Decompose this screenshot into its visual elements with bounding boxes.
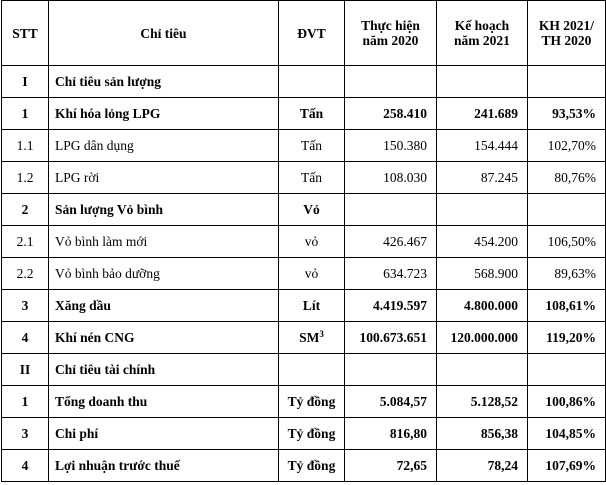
table-row [2,354,606,386]
cell-ratio [528,290,606,322]
cell-actual-2020-text: 72,65 [396,458,427,473]
cell-plan-2021 [437,258,528,290]
table-row [2,386,606,418]
cell-stt-text: 1.1 [16,138,34,153]
cell-stt [2,66,49,98]
cell-indicator [49,130,279,162]
header-actual-2020-line1: Thực hiện [361,18,420,33]
cell-stt [2,290,49,322]
cell-plan-2021-text: 568.900 [474,266,518,281]
cell-ratio-text: 93,53% [552,106,596,121]
cell-indicator [49,226,279,258]
cell-ratio-text: 80,76% [554,170,596,185]
table-row [2,418,606,450]
header-row [2,1,606,66]
cell-stt [2,386,49,418]
cell-stt [2,450,49,482]
cell-unit [279,130,345,162]
cell-actual-2020 [345,354,437,386]
cell-unit [279,98,345,130]
cell-actual-2020-text: 816,80 [389,426,427,441]
cell-plan-2021 [437,162,528,194]
table-row [2,66,606,98]
cell-plan-2021-text: 454.200 [474,234,518,249]
cell-indicator-text: Xăng dầu [55,298,111,313]
cell-actual-2020 [345,450,437,482]
cell-stt-text: 4 [21,458,29,473]
cell-unit-text: Tấn [301,138,322,153]
cell-unit-text: Lít [302,298,321,313]
cell-plan-2021-text: 856,38 [480,426,518,441]
cell-unit [279,194,345,226]
cell-indicator [49,450,279,482]
cell-plan-2021 [437,130,528,162]
cell-ratio [528,418,606,450]
table-body [2,66,606,482]
cell-indicator-text: Lợi nhuận trước thuế [55,458,180,473]
cell-stt [2,322,49,354]
cell-unit-text: vỏ [304,234,319,249]
cell-indicator-text: Sản lượng Vỏ bình [55,202,164,217]
cell-plan-2021-text: 5.128,52 [470,394,518,409]
cell-actual-2020-text: 634.723 [383,266,427,281]
cell-unit [279,418,345,450]
cell-stt [2,194,49,226]
cell-ratio [528,130,606,162]
cell-unit [279,450,345,482]
cell-plan-2021 [437,226,528,258]
table-row [2,226,606,258]
cell-stt-text: I [22,74,28,89]
cell-ratio [528,66,606,98]
cell-plan-2021-text: 120.000.000 [450,330,518,345]
cell-indicator-text: Chỉ tiêu sản lượng [55,74,161,89]
cell-indicator [49,66,279,98]
cell-ratio-text: 108,61% [545,298,596,313]
cell-plan-2021-text: 4.800.000 [464,298,518,313]
cell-unit-text: vỏ [304,266,319,281]
cell-unit [279,66,345,98]
cell-indicator [49,162,279,194]
cell-indicator-text: Tổng doanh thu [55,394,148,409]
cell-stt-text: 2.2 [16,266,34,281]
cell-indicator [49,322,279,354]
header-ratio-line1: KH 2021/ [538,18,595,33]
cell-indicator [49,98,279,130]
cell-stt [2,98,49,130]
cell-plan-2021 [437,418,528,450]
cell-plan-2021 [437,98,528,130]
cell-plan-2021-text: 241.689 [474,106,518,121]
cell-stt [2,162,49,194]
cell-stt [2,130,49,162]
header-plan-2021 [437,1,528,66]
cell-indicator-text: Khí hóa lỏng LPG [55,106,161,121]
cell-unit-text: Tỷ đồng [287,458,336,473]
cell-plan-2021-text: 154.444 [474,138,518,153]
cell-plan-2021 [437,450,528,482]
header-actual-2020-line2: năm 2020 [362,33,419,48]
cell-unit [279,290,345,322]
cell-plan-2021 [437,386,528,418]
cell-indicator-text: Vỏ bình bảo dưỡng [55,266,160,281]
cell-ratio-text: 106,50% [547,234,596,249]
cell-actual-2020-text: 258.410 [383,106,427,121]
header-ratio-line2: TH 2020 [541,33,592,48]
cell-unit [279,258,345,290]
cell-stt-text: 3 [21,298,29,313]
cell-actual-2020 [345,386,437,418]
table-row [2,130,606,162]
cell-actual-2020 [345,130,437,162]
cell-indicator [49,418,279,450]
cell-unit-text: Tỷ đồng [287,394,336,409]
cell-unit-text: SM [299,330,320,345]
cell-unit-text: Tấn [299,106,324,121]
cell-stt-text: 1 [21,394,29,409]
cell-indicator [49,290,279,322]
cell-unit [279,386,345,418]
header-ratio [528,1,606,66]
cell-ratio-text: 119,20% [546,330,596,345]
cell-ratio-text: 100,86% [545,394,596,409]
cell-actual-2020-text: 100.673.651 [359,330,427,345]
cell-actual-2020 [345,258,437,290]
cell-ratio [528,322,606,354]
cell-unit [279,354,345,386]
cell-stt-text: 4 [21,330,29,345]
cell-stt-text: II [19,362,31,377]
header-plan-2021-line2: năm 2021 [454,33,510,48]
unit-superscript: 3 [319,329,324,339]
header-stt: STT [2,1,49,66]
cell-actual-2020 [345,418,437,450]
cell-unit [279,322,345,354]
cell-ratio-text: 104,85% [545,426,596,441]
header-unit: ĐVT [279,1,345,66]
cell-ratio [528,226,606,258]
cell-plan-2021 [437,354,528,386]
cell-indicator [49,386,279,418]
cell-stt [2,418,49,450]
cell-unit [279,162,345,194]
cell-actual-2020-text: 4.419.597 [373,298,427,313]
cell-actual-2020-text: 426.467 [383,234,427,249]
cell-ratio [528,258,606,290]
cell-stt-text: 2 [21,202,29,217]
header-plan-2021-line1: Kế hoạch [454,18,510,33]
cell-actual-2020 [345,322,437,354]
cell-stt-text: 2.1 [16,234,34,249]
cell-ratio [528,162,606,194]
cell-plan-2021-text: 87.245 [480,170,518,185]
cell-indicator-text: Chi phí [55,426,99,441]
cell-unit [279,226,345,258]
cell-plan-2021 [437,194,528,226]
cell-stt-text: 1 [21,106,29,121]
cell-unit-text: Vỏ [303,202,320,217]
cell-ratio-text: 89,63% [554,266,596,281]
table-row [2,290,606,322]
table-row [2,194,606,226]
cell-indicator-text: LPG rời [55,170,100,185]
cell-indicator [49,194,279,226]
cell-plan-2021 [437,322,528,354]
cell-stt [2,354,49,386]
cell-indicator [49,258,279,290]
table-row [2,98,606,130]
cell-stt [2,226,49,258]
table-row [2,322,606,354]
cell-actual-2020 [345,66,437,98]
header-actual-2020 [345,1,437,66]
cell-ratio-text: 102,70% [547,138,596,153]
cell-actual-2020 [345,98,437,130]
cell-ratio [528,450,606,482]
cell-actual-2020 [345,226,437,258]
table-row [2,162,606,194]
cell-indicator-text: Chỉ tiêu tài chính [55,362,156,377]
cell-stt-text: 3 [21,426,29,441]
cell-ratio-text: 107,69% [545,458,596,473]
cell-actual-2020-text: 5.084,57 [379,394,427,409]
cell-stt-text: 1.2 [16,170,34,185]
cell-indicator [49,354,279,386]
cell-indicator-text: Khí nén CNG [55,330,135,345]
indicators-table [1,0,606,482]
cell-unit-text: Tấn [301,170,322,185]
cell-plan-2021 [437,66,528,98]
cell-indicator-text: Vỏ bình làm mới [55,234,148,249]
cell-indicator-text: LPG dân dụng [55,138,134,153]
cell-ratio [528,98,606,130]
cell-plan-2021 [437,290,528,322]
cell-actual-2020-text: 108.030 [383,170,427,185]
cell-stt [2,258,49,290]
cell-actual-2020-text: 150.380 [383,138,427,153]
table-row [2,450,606,482]
table-row [2,258,606,290]
cell-actual-2020 [345,162,437,194]
cell-ratio [528,354,606,386]
cell-ratio [528,386,606,418]
cell-ratio [528,194,606,226]
cell-actual-2020 [345,194,437,226]
cell-unit-text: Tỷ đồng [287,426,336,441]
header-indicator: Chỉ tiêu [49,1,279,66]
cell-actual-2020 [345,290,437,322]
cell-plan-2021-text: 78,24 [487,458,518,473]
